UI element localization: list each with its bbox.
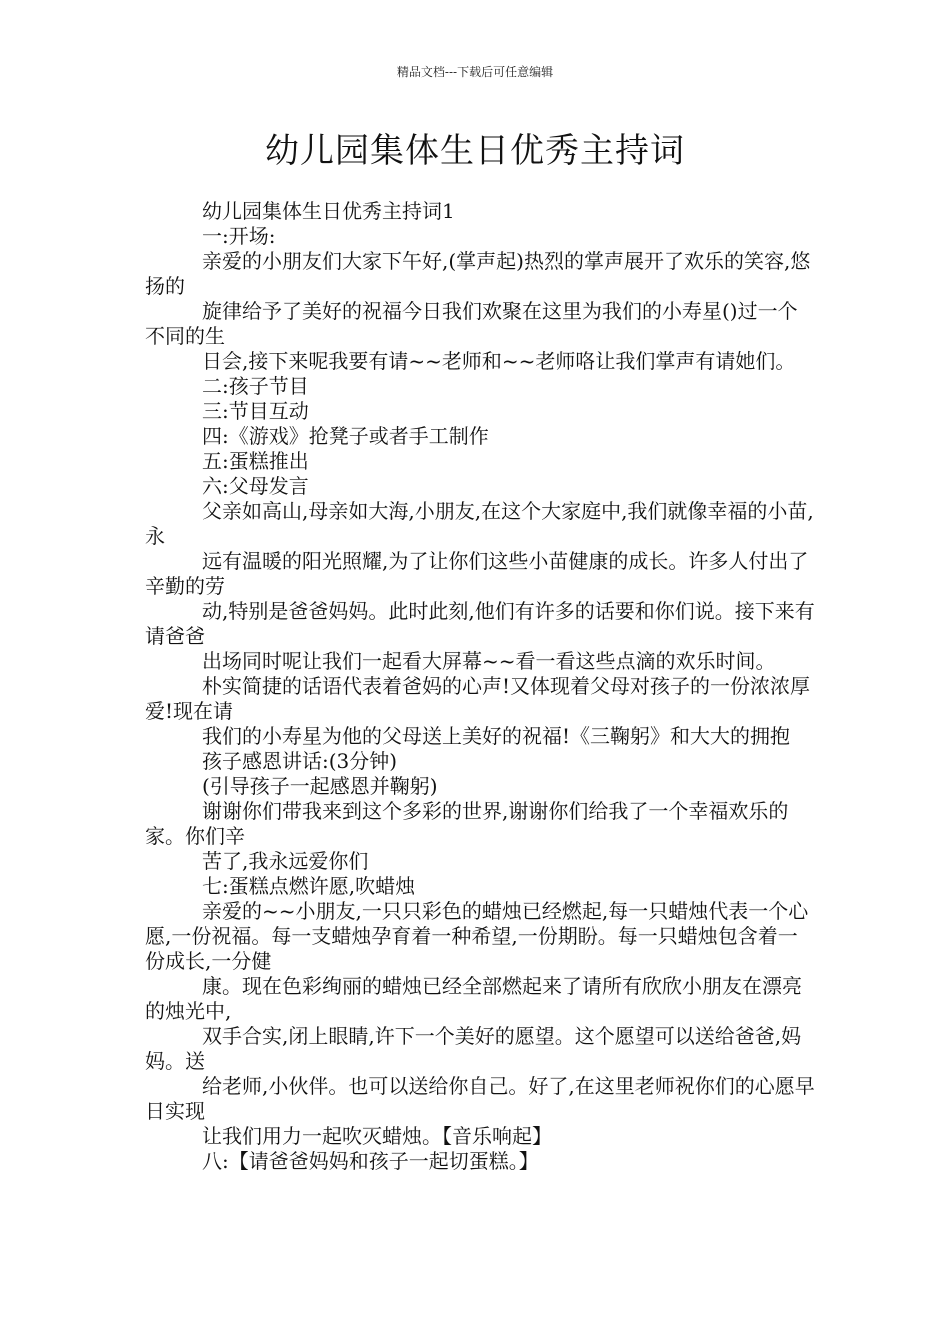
paragraph: 我们的小寿星为他的父母送上美好的祝福!《三鞠躬》和大大的拥抱 <box>202 724 791 748</box>
paragraph: 六:父母发言 <box>202 474 309 498</box>
paragraph: 五:蛋糕推出 <box>202 449 309 473</box>
paragraph: 双手合实,闭上眼睛,许下一个美好的愿望。这个愿望可以送给爸爸,妈妈。送 <box>145 1024 802 1073</box>
document-title: 幼儿园集体生日优秀主持词 <box>265 131 685 171</box>
paragraph: 亲爱的~~小朋友,一只只彩色的蜡烛已经燃起,每一只蜡烛代表一个心愿,一份祝福。每一支蜡烛孕育着一种希望,一份期盼。每一只蜡烛包含着一份成长,一分健 <box>145 899 809 973</box>
paragraph: 四:《游戏》抢凳子或者手工制作 <box>202 424 489 448</box>
paragraph: 让我们用力一起吹灭蜡烛。【音乐响起】 <box>202 1124 552 1148</box>
paragraph: 三:节目互动 <box>202 399 309 423</box>
paragraph: 父亲如高山,母亲如大海,小朋友,在这个大家庭中,我们就像幸福的小苗,永 <box>145 499 814 548</box>
paragraph: 七:蛋糕点燃许愿,吹蜡烛 <box>202 874 416 898</box>
document-body <box>145 199 815 1174</box>
paragraph: 一:开场: <box>202 224 276 248</box>
paragraph: 康。现在色彩绚丽的蜡烛已经全部燃起来了请所有欣欣小朋友在漂亮的烛光中, <box>145 974 802 1023</box>
paragraph: 远有温暖的阳光照耀,为了让你们这些小苗健康的成长。许多人付出了辛勤的劳 <box>145 549 809 598</box>
paragraph: 八:【请爸爸妈妈和孩子一起切蛋糕。】 <box>202 1149 539 1173</box>
paragraph: 日会,接下来呢我要有请~~老师和~~老师咯让我们掌声有请她们。 <box>202 349 796 373</box>
paragraph: 二:孩子节目 <box>202 374 309 398</box>
paragraph: 幼儿园集体生日优秀主持词1 <box>202 199 455 223</box>
paragraph: 谢谢你们带我来到这个多彩的世界,谢谢你们给我了一个幸福欢乐的家。你们辛 <box>145 799 789 848</box>
paragraph: 动,特别是爸爸妈妈。此时此刻,他们有许多的话要和你们说。接下来有请爸爸 <box>145 599 815 648</box>
paragraph: 给老师,小伙伴。也可以送给你自己。好了,在这里老师祝你们的心愿早日实现 <box>145 1074 815 1123</box>
paragraph: 亲爱的小朋友们大家下午好,(掌声起)热烈的掌声展开了欢乐的笑容,悠扬的 <box>145 249 811 298</box>
paragraph: 苦了,我永远爱你们 <box>202 849 369 873</box>
paragraph: 出场同时呢让我们一起看大屏幕~~看一看这些点滴的欢乐时间。 <box>202 649 776 673</box>
paragraph: (引导孩子一起感恩并鞠躬) <box>202 774 438 798</box>
paragraph: 孩子感恩讲话:(3分钟) <box>202 749 398 773</box>
paragraph: 朴实简捷的话语代表着爸妈的心声!又体现着父母对孩子的一份浓浓厚爱!现在请 <box>145 674 811 723</box>
page-header-note: 精品文档---下载后可任意编辑 <box>396 65 554 79</box>
paragraph: 旋律给予了美好的祝福今日我们欢聚在这里为我们的小寿星()过一个不同的生 <box>145 299 798 348</box>
